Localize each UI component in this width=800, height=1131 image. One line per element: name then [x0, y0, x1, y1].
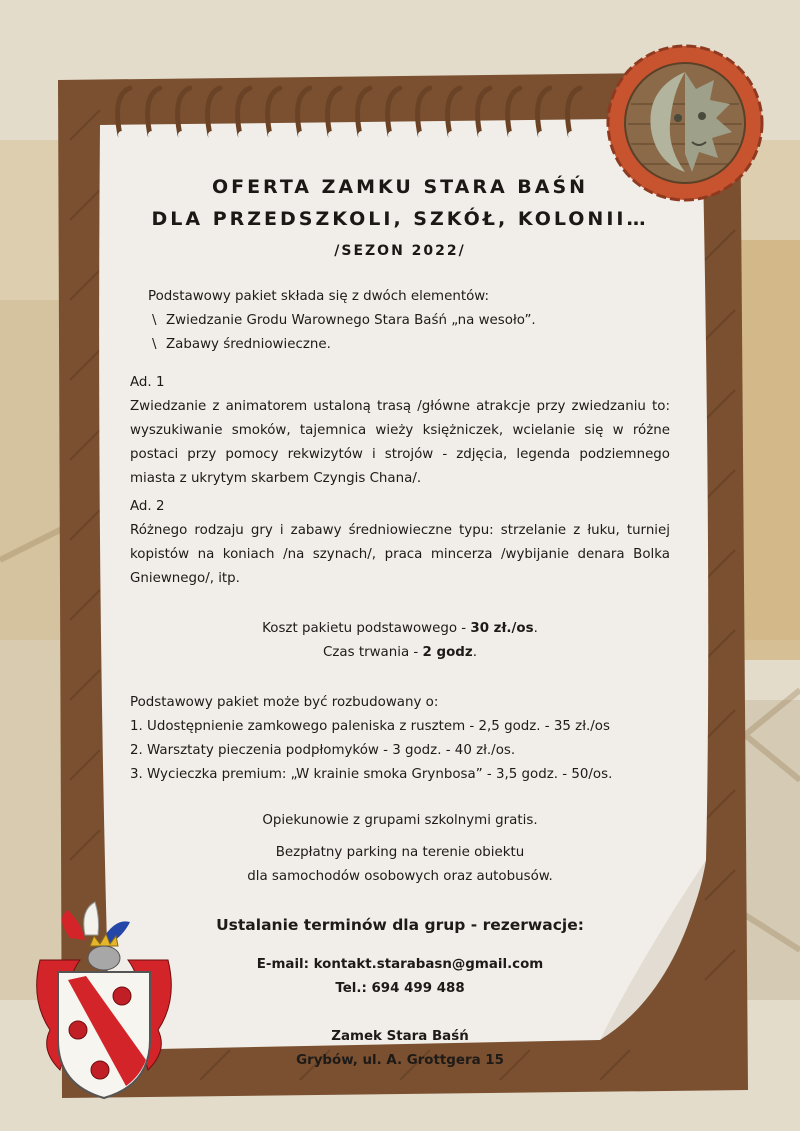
page-title: OFERTA ZAMKU STARA BAŚŃ [211, 176, 589, 198]
parking-note [130, 841, 670, 889]
list-item: 2. Warsztaty pieczenia podpłomyków - 3 godz. - 40 zł./os. [130, 743, 516, 758]
intro-item-text: Zabawy średniowieczne. [166, 337, 331, 352]
cost-suffix: . [533, 621, 538, 636]
phone-link[interactable]: Tel.: 694 499 488 [335, 981, 465, 996]
venue-street: Grybów, ul. A. Grottgera 15 [296, 1053, 504, 1068]
list-item [148, 309, 670, 333]
address-block [130, 1025, 670, 1073]
list-item: 1. Udostępnienie zamkowego paleniska z rusztem - 2,5 godz. - 35 zł./os [130, 719, 610, 734]
bullet-icon: \ [152, 313, 157, 328]
season-label: /SEZON 2022/ [334, 243, 466, 259]
page-subtitle: DLA PRZEDSZKOLI, SZKÓŁ, KOLONII… [151, 208, 649, 230]
duration-label: Czas trwania - [323, 645, 423, 660]
duration-suffix: . [472, 645, 477, 660]
list-item [148, 333, 670, 357]
parking-line-1: Bezpłatny parking na terenie obiektu [275, 845, 525, 860]
ad1-label: Ad. 1 [130, 375, 165, 390]
bullet-icon: \ [152, 337, 157, 352]
cost-section [130, 617, 670, 665]
intro-item-text: Zwiedzanie Grodu Warownego Stara Baśń „na wesoło”. [166, 313, 536, 328]
offer-content [130, 165, 670, 1073]
cost-line [130, 617, 670, 641]
ad2-text: Różnego rodzaju gry i zabawy średniowieczne typu: strzelanie z łuku, turniej kopistów na koniach /na szynach/, praca mincerza /wybijanie denara Bolka Gniewnego/, itp. [130, 523, 670, 586]
duration-line [130, 641, 670, 665]
ad1-text: Zwiedzanie z animatorem ustaloną trasą /główne atrakcje przy zwiedzaniu to: wyszukiwanie smoków, tajemnica wieży księżniczek, wcielanie się w różne postaci przy pomocy rekwizytów i strojów - zdjęcia, legenda podziemnego miasta z ukrytym skarbem Czyngis Chana/. [130, 399, 670, 486]
list-item: 3. Wycieczka premium: „W krainie smoka Grynbosa” - 3,5 godz. - 50/os. [130, 767, 613, 782]
intro-lead: Podstawowy pakiet składa się z dwóch elementów: [148, 289, 489, 304]
venue-name: Zamek Stara Baśń [331, 1029, 469, 1044]
duration-value: 2 godz [422, 645, 473, 660]
cost-label: Koszt pakietu podstawowego - [262, 621, 471, 636]
extensions-lead: Podstawowy pakiet może być rozbudowany o: [130, 695, 439, 710]
email-link[interactable]: E-mail: kontakt.starabasn@gmail.com [256, 957, 544, 972]
ad2-label: Ad. 2 [130, 499, 165, 514]
ad1-section [130, 371, 670, 491]
guardians-note: Opiekunowie z grupami szkolnymi gratis. [262, 813, 538, 828]
reservation-heading: Ustalanie terminów dla grup - rezerwacje: [216, 916, 584, 934]
intro-section [130, 285, 670, 357]
parking-line-2: dla samochodów osobowych oraz autobusów. [247, 869, 553, 884]
cost-value: 30 zł./os [470, 621, 534, 636]
extensions-section [130, 691, 670, 787]
ad2-section [130, 495, 670, 591]
contact-block [130, 953, 670, 1001]
